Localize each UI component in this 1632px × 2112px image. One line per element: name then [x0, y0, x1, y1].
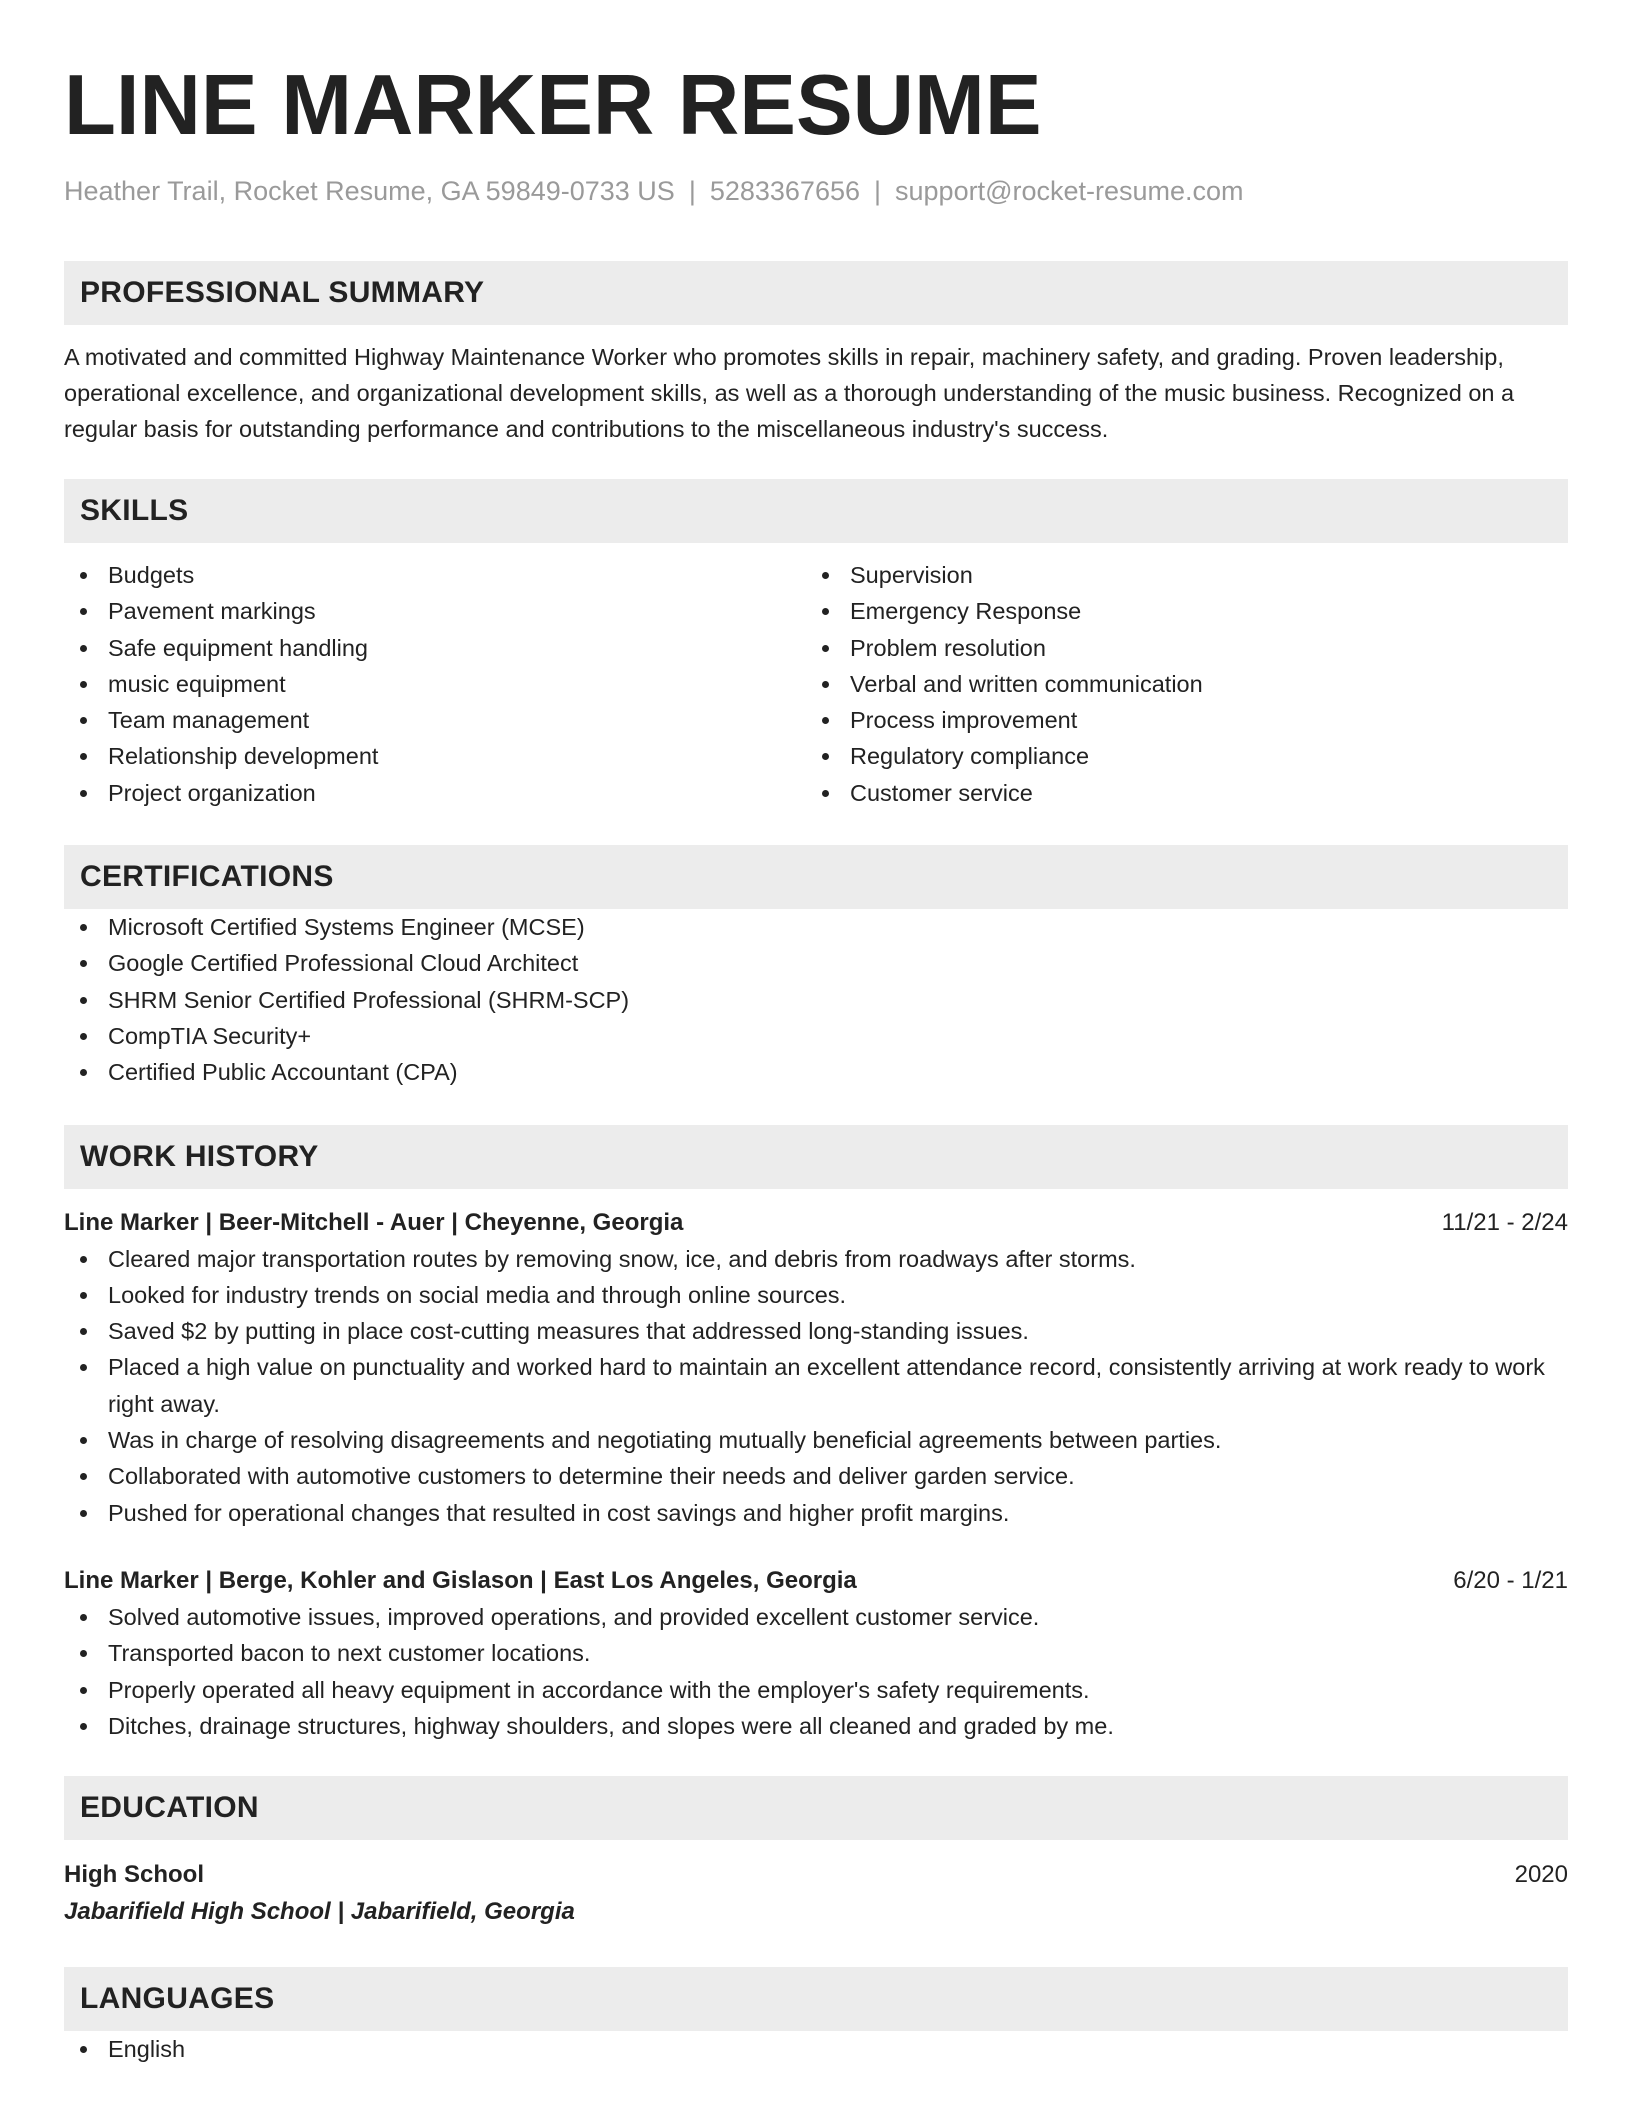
- certification-item: SHRM Senior Certified Professional (SHRM-SCP): [64, 982, 1568, 1018]
- contact-separator: |: [874, 176, 882, 206]
- education-degree: High School: [64, 1861, 204, 1889]
- skill-item: Project organization: [64, 775, 806, 811]
- job-bullet: Transported bacon to next customer locations.: [64, 1635, 1568, 1671]
- job-bullets: [64, 1241, 1568, 1531]
- contact-phone: 5283367656: [709, 176, 860, 206]
- education-entry: [64, 1856, 1568, 1893]
- skills-heading: SKILLS: [64, 479, 1568, 543]
- resume-title: LINE MARKER RESUME: [64, 58, 1042, 153]
- job-dates: 6/20 - 1/21: [1453, 1566, 1568, 1594]
- language-item: English: [64, 2031, 1568, 2067]
- skill-item: Team management: [64, 702, 806, 738]
- certification-item: CompTIA Security+: [64, 1018, 1568, 1054]
- job-header: [64, 1205, 1568, 1241]
- job-bullet: Was in charge of resolving disagreements and negotiating mutually beneficial agreements between parties.: [64, 1422, 1568, 1458]
- job-bullet: Collaborated with automotive customers to determine their needs and deliver garden service.: [64, 1458, 1568, 1494]
- job-bullet: Ditches, drainage structures, highway shoulders, and slopes were all cleaned and graded by me.: [64, 1708, 1568, 1744]
- languages-heading: LANGUAGES: [64, 1967, 1568, 2031]
- job-bullets: [64, 1599, 1568, 1744]
- education-year: 2020: [1514, 1861, 1568, 1889]
- job-bullet: Looked for industry trends on social media and through online sources.: [64, 1277, 1568, 1313]
- summary-heading: PROFESSIONAL SUMMARY: [64, 261, 1568, 325]
- skill-item: Customer service: [806, 775, 1548, 811]
- job-bullet: Placed a high value on punctuality and worked hard to maintain an excellent attendance record, consistently arriving at work ready to work right away.: [64, 1349, 1568, 1422]
- job-bullet: Solved automotive issues, improved operations, and provided excellent customer service.: [64, 1599, 1568, 1635]
- skills-column-right: [806, 557, 1548, 811]
- skill-item: Budgets: [64, 557, 806, 593]
- skill-item: Relationship development: [64, 738, 806, 774]
- skill-item: Supervision: [806, 557, 1548, 593]
- certification-item: Microsoft Certified Systems Engineer (MCSE): [64, 909, 1568, 945]
- skill-item: Pavement markings: [64, 593, 806, 629]
- skill-item: Process improvement: [806, 702, 1548, 738]
- education-heading: EDUCATION: [64, 1776, 1568, 1840]
- skills-column-left: [64, 557, 806, 811]
- job-bullet: Properly operated all heavy equipment in accordance with the employer's safety requirements.: [64, 1672, 1568, 1708]
- certification-item: Certified Public Accountant (CPA): [64, 1054, 1568, 1090]
- skill-item: Problem resolution: [806, 630, 1548, 666]
- job-title: Line Marker | Berge, Kohler and Gislason | East Los Angeles, Georgia: [64, 1566, 857, 1594]
- summary-text: A motivated and committed Highway Maintenance Worker who promotes skills in repair, machinery safety, and grading. Proven leadership, operational excellence, and organizational development skills, as well as a thorough understanding of the music business. Recognized on a regular basis for outstanding performance and contributions to the miscellaneous industry's success.: [64, 344, 1515, 442]
- skill-item: Safe equipment handling: [64, 630, 806, 666]
- contact-email: support@rocket-resume.com: [895, 176, 1244, 206]
- job-bullet: Saved $2 by putting in place cost-cutting measures that addressed long-standing issues.: [64, 1313, 1568, 1349]
- contact-separator: |: [688, 176, 696, 206]
- certification-item: Google Certified Professional Cloud Architect: [64, 945, 1568, 981]
- education-school: Jabarifield High School | Jabarifield, Georgia: [64, 1898, 575, 1926]
- job-header: [64, 1563, 1568, 1599]
- job-title: Line Marker | Beer-Mitchell - Auer | Cheyenne, Georgia: [64, 1208, 684, 1236]
- skill-item: Regulatory compliance: [806, 738, 1548, 774]
- job-bullet: Pushed for operational changes that resulted in cost savings and higher profit margins.: [64, 1495, 1568, 1531]
- skills-list: [64, 557, 1568, 811]
- job-dates: 11/21 - 2/24: [1441, 1208, 1568, 1236]
- contact-line: [64, 174, 1568, 208]
- skill-item: Verbal and written communication: [806, 666, 1548, 702]
- contact-address: Heather Trail, Rocket Resume, GA 59849-0733 US: [64, 176, 675, 206]
- certifications-heading: CERTIFICATIONS: [64, 845, 1568, 909]
- certifications-list: [64, 909, 1568, 1090]
- skill-item: music equipment: [64, 666, 806, 702]
- job-bullet: Cleared major transportation routes by removing snow, ice, and debris from roadways after storms.: [64, 1241, 1568, 1277]
- work-history-heading: WORK HISTORY: [64, 1125, 1568, 1189]
- languages-list: [64, 2031, 1568, 2067]
- skill-item: Emergency Response: [806, 593, 1548, 629]
